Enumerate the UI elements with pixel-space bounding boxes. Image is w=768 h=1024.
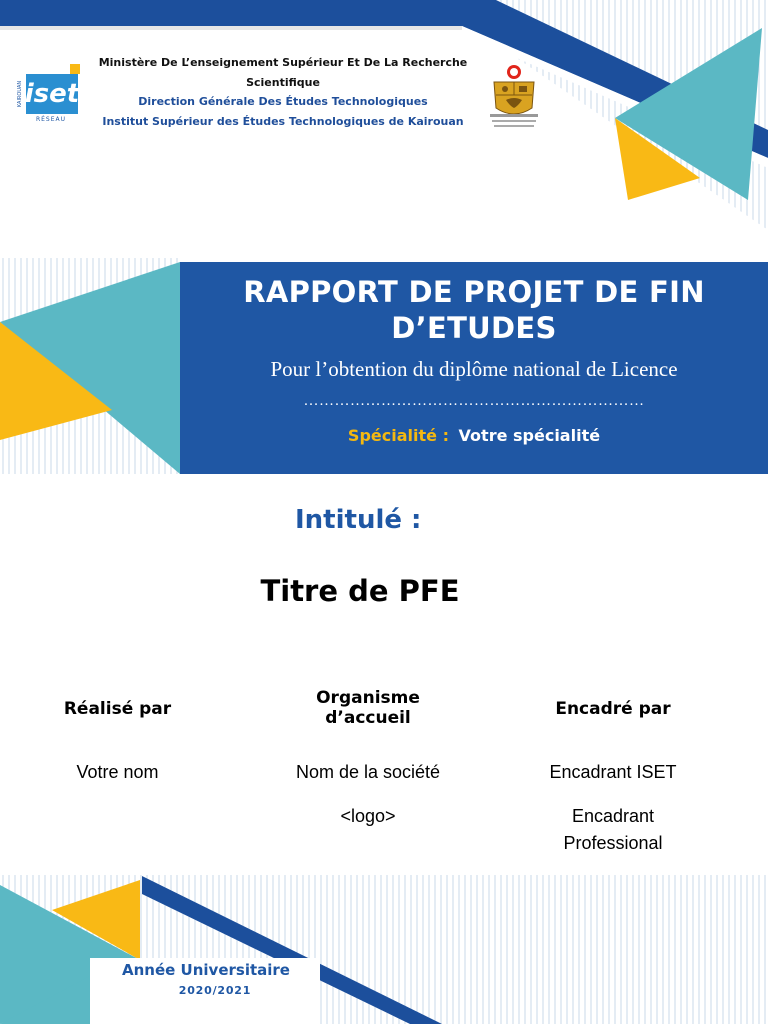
supervisor-professional-line2: Professional	[563, 833, 663, 853]
institute-line: Institut Supérieur des Études Technologiques de Kairouan	[102, 114, 464, 128]
organisme-heading-line1: Organisme	[316, 688, 420, 708]
student-name: Votre nom	[76, 762, 159, 782]
logo-side-text: KAIROUAN	[17, 80, 23, 108]
iset-logo	[18, 64, 80, 124]
supervisor-iset: Encadrant ISET	[549, 762, 677, 782]
institution-header	[95, 53, 471, 131]
intitule-label: Intitulé :	[295, 505, 422, 535]
organisme-heading	[268, 688, 468, 728]
logo-accent-square	[70, 64, 80, 74]
organisme-heading-line2: d’accueil	[325, 708, 411, 728]
logo-bottom-text: RÉSEAU	[35, 116, 67, 123]
realise-par-heading: Réalisé par	[63, 699, 172, 719]
report-title: RAPPORT DE PROJET DE FIN D’ETUDES	[243, 275, 705, 345]
specialite-colon: :	[442, 426, 449, 445]
pfe-title: Titre de PFE	[260, 574, 460, 608]
top-blue-band	[0, 0, 462, 26]
specialite-line	[180, 425, 768, 447]
supervisor-professional-line1: Encadrant	[571, 806, 655, 826]
direction-line: Direction Générale Des Études Technologiques	[138, 95, 428, 108]
specialite-label: Spécialité	[347, 426, 437, 445]
dotted-line: …………………………………………………………	[303, 393, 645, 409]
encadre-par-heading: Encadré par	[555, 699, 671, 719]
logo-text: iset	[24, 79, 80, 109]
academic-year-value: 2020/2021	[178, 984, 252, 997]
specialite-value: Votre spécialité	[458, 426, 601, 445]
company-name: Nom de la société	[295, 762, 441, 782]
report-subtitle: Pour l’obtention du diplôme national de Licence	[270, 357, 678, 381]
company-logo-placeholder: <logo>	[340, 806, 396, 826]
tunisia-emblem	[484, 62, 544, 136]
title-box	[180, 262, 768, 474]
academic-year-label: Année Universitaire	[122, 961, 290, 979]
ministry-line: Ministère De L’enseignement Supérieur Et De La Recherche Scientifique	[98, 56, 468, 89]
